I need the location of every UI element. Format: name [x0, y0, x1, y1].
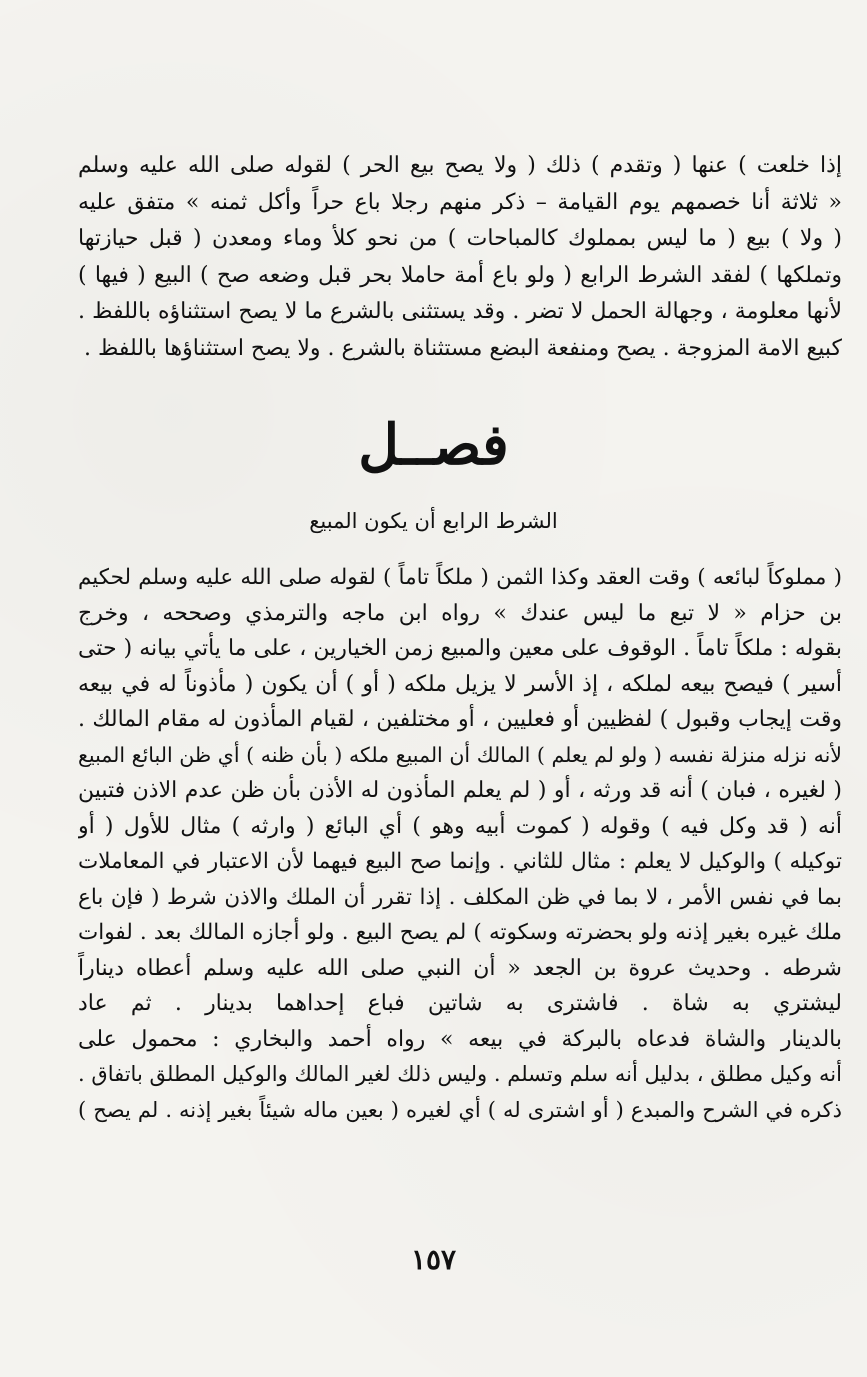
text-line: ( لغيره ، فبان ) أنه قد ورثه ، أو ( لم يعلم المأذون له الأذن بأن ظن عدم الاذن فتبين [78, 778, 842, 803]
text-line: بالدينار والشاة فدعاه بالبركة في بيعه » رواه أحمد والبخاري : محمول على [78, 1026, 842, 1052]
text-line: أنه ( قد وكل فيه ) وقوله ( كموت أبيه وهو ) أي البائع ( وارثه ) مثال للأول ( أو [78, 813, 842, 839]
section-subheading: الشرط الرابع أن يكون المبيع [309, 509, 558, 533]
page-number: ١٥٧ [410, 1243, 457, 1276]
text-line: بما في نفس الأمر ، لا بما في ظن المكلف . إذا تقرر أن الملك والاذن شرط ( فإن باع [78, 884, 842, 910]
text-line: ( مملوكاً لبائعه ) وقت العقد وكذا الثمن ( ملكاً تاماً ) لقوله صلى الله عليه وسلم لحكيم [78, 565, 842, 590]
text-line: « ثلاثة أنا خصمهم يوم القيامة – ذكر منهم رجلا باع حراً وأكل ثمنه » متفق عليه [78, 189, 842, 215]
text-line: لأنها معلومة ، وجهالة الحمل لا تضر . وقد يستثنى بالشرع ما لا يصح استثناؤه باللفظ . [78, 299, 842, 324]
text-line: بقوله : ملكاً تاماً . الوقوف على معين والمبيع زمن الخيارين ، على ما يأتي بيانه ( حتى [78, 636, 842, 661]
section-heading: فصــل [358, 412, 509, 478]
text-line: أنه وكيل مطلق ، بدليل أنه سلم وتسلم . وليس ذلك لغير المالك والوكيل المطلق باتفاق . [78, 1062, 842, 1086]
text-line: لأنه نزله منزلة نفسه ( ولو لم يعلم ) المالك أن المبيع ملكه ( بأن ظنه ) أي ظن البائع المبيع [78, 742, 842, 767]
text-line: شرطه . وحديث عروة بن الجعد « أن النبي صلى الله عليه وسلم أعطاه ديناراً [78, 955, 842, 981]
paragraph-top [78, 148, 842, 367]
paragraph-main [78, 560, 842, 1128]
text-line: وقت إيجاب وقبول ) لفظيين أو فعليين ، أو مختلفين ، لقيام المأذون له مقام المالك . [78, 707, 842, 732]
text-line: ليشتري به شاة . فاشترى به شاتين فباع إحداهما بدينار . ثم عاد [78, 991, 842, 1016]
text-line: توكيله ) والوكيل لا يعلم : مثال للثاني . وإنما صح البيع فيهما لأن الاعتبار في المعاملات [78, 849, 842, 874]
text-line: أسير ) فيصح بيعه لملكه ، إذ الأسر لا يزيل ملكه ( أو ) أن يكون ( مأذوناً له في بيعه [78, 671, 842, 697]
text-line: كبيع الامة المزوجة . يصح ومنفعة البضع مستثناة بالشرع . ولا يصح استثناؤها باللفظ . [84, 335, 842, 361]
text-line: إذا خلعت ) عنها ( وتقدم ) ذلك ( ولا يصح بيع الحر ) لقوله صلى الله عليه وسلم [78, 153, 842, 178]
text-line: ملك غيره بغير إذنه ولو بحضرته وسكوته ) لم يصح البيع . ولو أجازه المالك بعد . لفوات [78, 920, 842, 945]
text-line: بن حزام « لا تبع ما ليس عندك » رواه ابن ماجه والترمذي وصححه ، وخرج [78, 600, 842, 626]
text-line: وتملكها ) لفقد الشرط الرابع ( ولو باع أمة حاملا بحر قبل وضعه صح ) البيع ( فيها ) [78, 262, 842, 288]
text-line: ( ولا ) بيع ( ما ليس بمملوك كالمباحات ) من نحو كلأ وماء ومعدن ( قبل حيازتها [78, 226, 842, 251]
text-line: ذكره في الشرح والمبدع ( أو اشترى له ) أي لغيره ( بعين ماله شيئاً بغير إذنه . لم يصح ) [78, 1097, 842, 1122]
